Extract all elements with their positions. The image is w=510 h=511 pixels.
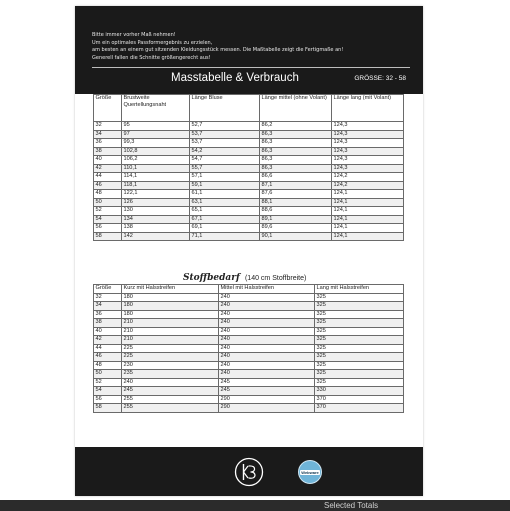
table-cell: 325 — [315, 378, 404, 387]
table-cell: 52 — [94, 378, 122, 387]
intro-line: am besten an einem gut sitzenden Kleidungsstück messen. Die Maßtabelle zeigt die Fertigmaße an! — [92, 47, 344, 54]
table-cell: 240 — [219, 336, 315, 345]
table-cell: 240 — [219, 293, 315, 302]
table-cell: 325 — [315, 327, 404, 336]
table-cell: 54,7 — [190, 156, 260, 165]
table-cell: 325 — [315, 361, 404, 370]
table-cell: 69,1 — [190, 224, 260, 233]
table-cell: 38 — [94, 319, 122, 328]
table-row — [94, 173, 404, 182]
table-cell: 58 — [94, 232, 122, 241]
table-cell: 86,2 — [260, 122, 332, 131]
table-cell: 65,1 — [190, 207, 260, 216]
table-cell: 325 — [315, 310, 404, 319]
table-cell: 99,3 — [122, 139, 190, 148]
table-row — [94, 336, 404, 345]
table-cell: 88,6 — [260, 207, 332, 216]
table-row — [94, 139, 404, 148]
fabric-table — [93, 284, 404, 413]
table-cell: 370 — [315, 395, 404, 404]
table-cell: 44 — [94, 173, 122, 182]
table-cell: 124,3 — [332, 156, 404, 165]
table-cell: 124,3 — [332, 122, 404, 131]
size-range: GRÖSSE: 32 - 58 — [354, 75, 406, 82]
table-cell: 225 — [122, 344, 219, 353]
table-cell: 95 — [122, 122, 190, 131]
table-cell: 32 — [94, 293, 122, 302]
table-row — [94, 395, 404, 404]
table-cell: 106,2 — [122, 156, 190, 165]
table-cell: 325 — [315, 336, 404, 345]
table-cell: 240 — [219, 361, 315, 370]
table-cell: 114,1 — [122, 173, 190, 182]
table-cell: 52 — [94, 207, 122, 216]
table-cell: 210 — [122, 319, 219, 328]
table-cell: 225 — [122, 353, 219, 362]
table-cell: 86,3 — [260, 147, 332, 156]
table-cell: 54 — [94, 387, 122, 396]
table-cell: 124,3 — [332, 147, 404, 156]
table-cell: 124,1 — [332, 190, 404, 199]
fabric-heading — [183, 265, 306, 284]
table-cell: 50 — [94, 370, 122, 379]
table-cell: 124,1 — [332, 224, 404, 233]
column-header: Kurz mit Halsstreifen — [122, 285, 219, 294]
table-cell: 86,3 — [260, 164, 332, 173]
title-divider — [92, 67, 410, 68]
intro-line: Bitte immer vorher Maß nehmen! — [92, 32, 176, 38]
column-header: Lang mit Halsstreifen — [315, 285, 404, 294]
table-row — [94, 319, 404, 328]
intro-line: Um ein optimales Passformergebnis zu erzielen, — [92, 39, 213, 46]
table-row — [94, 190, 404, 199]
table-row — [94, 361, 404, 370]
table-cell: 325 — [315, 353, 404, 362]
table-cell: 370 — [315, 404, 404, 413]
table-cell: 46 — [94, 181, 122, 190]
table-cell: 63,1 — [190, 198, 260, 207]
measurement-rows — [94, 122, 404, 241]
fabric-rows — [94, 293, 404, 412]
column-header: Größe — [94, 95, 122, 122]
table-cell: 71,1 — [190, 232, 260, 241]
table-cell: 325 — [315, 293, 404, 302]
table-cell: 240 — [219, 302, 315, 311]
table-cell: 34 — [94, 302, 122, 311]
table-cell: 124,3 — [332, 164, 404, 173]
table-cell: 126 — [122, 198, 190, 207]
table-row — [94, 130, 404, 139]
selected-totals-label[interactable]: Selected Totals — [324, 501, 379, 510]
table-cell: 88,1 — [260, 198, 332, 207]
table-cell: 255 — [122, 395, 219, 404]
intro-text — [92, 32, 412, 62]
table-row — [94, 302, 404, 311]
table-row — [94, 215, 404, 224]
table-cell: 124,1 — [332, 198, 404, 207]
column-header: Länge Bluse — [190, 95, 260, 122]
table-row — [94, 232, 404, 241]
table-row — [94, 156, 404, 165]
table-row — [94, 181, 404, 190]
table-cell: 86,3 — [260, 130, 332, 139]
table-cell: 124,1 — [332, 232, 404, 241]
table-row — [94, 327, 404, 336]
table-cell: 54,2 — [190, 147, 260, 156]
column-header: Länge lang (mit Volant) — [332, 95, 404, 122]
table-cell: 290 — [219, 395, 315, 404]
table-cell: 44 — [94, 344, 122, 353]
table-cell: 210 — [122, 336, 219, 345]
table-cell: 52,7 — [190, 122, 260, 131]
table-cell: 89,1 — [260, 215, 332, 224]
table-cell: 325 — [315, 302, 404, 311]
measurement-table — [93, 94, 404, 241]
table-row — [94, 404, 404, 413]
table-cell: 240 — [219, 319, 315, 328]
table-cell: 325 — [315, 344, 404, 353]
table-row — [94, 344, 404, 353]
table-cell: 42 — [94, 164, 122, 173]
table-row — [94, 293, 404, 302]
table-cell: 325 — [315, 319, 404, 328]
table-cell: 86,3 — [260, 156, 332, 165]
table-cell: 58 — [94, 404, 122, 413]
table-cell: 48 — [94, 190, 122, 199]
column-header: Länge mittel (ohne Volant) — [260, 95, 332, 122]
table-cell: 50 — [94, 198, 122, 207]
k3-logo-icon — [234, 457, 264, 487]
table-cell: 230 — [122, 361, 219, 370]
webware-badge-icon — [298, 460, 322, 484]
table-row — [94, 353, 404, 362]
table-row — [94, 164, 404, 173]
table-cell: 240 — [219, 344, 315, 353]
table-cell: 124,3 — [332, 130, 404, 139]
table-cell: 240 — [219, 327, 315, 336]
fabric-subtitle: (140 cm Stoffbreite) — [244, 275, 307, 282]
page-title: Masstabelle & Verbrauch — [171, 72, 299, 84]
table-cell: 142 — [122, 232, 190, 241]
table-cell: 235 — [122, 370, 219, 379]
table-cell: 134 — [122, 215, 190, 224]
table-cell: 59,1 — [190, 181, 260, 190]
table-row — [94, 224, 404, 233]
table-cell: 36 — [94, 139, 122, 148]
table-cell: 180 — [122, 302, 219, 311]
table-cell: 90,1 — [260, 232, 332, 241]
table-cell: 97 — [122, 130, 190, 139]
table-cell: 122,1 — [122, 190, 190, 199]
table-cell: 325 — [315, 370, 404, 379]
table-cell: 330 — [315, 387, 404, 396]
table-cell: 87,6 — [260, 190, 332, 199]
table-cell: 240 — [122, 378, 219, 387]
table-row — [94, 378, 404, 387]
table-cell: 86,3 — [260, 139, 332, 148]
table-cell: 56 — [94, 224, 122, 233]
table-cell: 38 — [94, 147, 122, 156]
table-row — [94, 198, 404, 207]
table-row — [94, 147, 404, 156]
badge-label: Webware — [301, 469, 319, 475]
table-cell: 36 — [94, 310, 122, 319]
taskbar-strip — [0, 500, 510, 511]
table-cell: 245 — [219, 378, 315, 387]
table-cell: 67,1 — [190, 215, 260, 224]
table-cell: 138 — [122, 224, 190, 233]
table-cell: 86,6 — [260, 173, 332, 182]
header-band — [75, 6, 423, 94]
table-cell: 110,1 — [122, 164, 190, 173]
table-cell: 210 — [122, 327, 219, 336]
table-cell: 32 — [94, 122, 122, 131]
table-cell: 124,1 — [332, 215, 404, 224]
table-cell: 130 — [122, 207, 190, 216]
table-cell: 180 — [122, 293, 219, 302]
table-cell: 124,2 — [332, 181, 404, 190]
table-cell: 245 — [122, 387, 219, 396]
table-cell: 102,8 — [122, 147, 190, 156]
table-cell: 89,6 — [260, 224, 332, 233]
table-cell: 53,7 — [190, 139, 260, 148]
table-cell: 61,1 — [190, 190, 260, 199]
pattern-sheet — [75, 6, 423, 496]
table-row — [94, 310, 404, 319]
table-cell: 48 — [94, 361, 122, 370]
table-cell: 124,2 — [332, 173, 404, 182]
table-cell: 124,1 — [332, 207, 404, 216]
table-cell: 240 — [219, 370, 315, 379]
column-header: Größe — [94, 285, 122, 294]
table-cell: 42 — [94, 336, 122, 345]
table-cell: 57,1 — [190, 173, 260, 182]
table-cell: 56 — [94, 395, 122, 404]
table-cell: 240 — [219, 353, 315, 362]
table-cell: 87,1 — [260, 181, 332, 190]
footer-band — [75, 447, 423, 496]
table-cell: 40 — [94, 327, 122, 336]
table-row — [94, 387, 404, 396]
table-cell: 180 — [122, 310, 219, 319]
intro-line: Generell fallen die Schnitte größengerecht aus! — [92, 54, 211, 61]
table-cell: 46 — [94, 353, 122, 362]
table-cell: 55,7 — [190, 164, 260, 173]
table-row — [94, 122, 404, 131]
column-header: Mittel mit Halsstreifen — [219, 285, 315, 294]
table-cell: 118,1 — [122, 181, 190, 190]
table-cell: 240 — [219, 310, 315, 319]
table-cell: 255 — [122, 404, 219, 413]
fabric-script-title: Stoffbedarf — [183, 273, 240, 283]
table-cell: 53,7 — [190, 130, 260, 139]
column-header: Brustweite Quertellungsnaht — [122, 95, 190, 122]
table-cell: 40 — [94, 156, 122, 165]
table-cell: 290 — [219, 404, 315, 413]
table-row — [94, 207, 404, 216]
table-cell: 34 — [94, 130, 122, 139]
table-row — [94, 370, 404, 379]
table-cell: 245 — [219, 387, 315, 396]
table-cell: 54 — [94, 215, 122, 224]
table-cell: 124,3 — [332, 139, 404, 148]
